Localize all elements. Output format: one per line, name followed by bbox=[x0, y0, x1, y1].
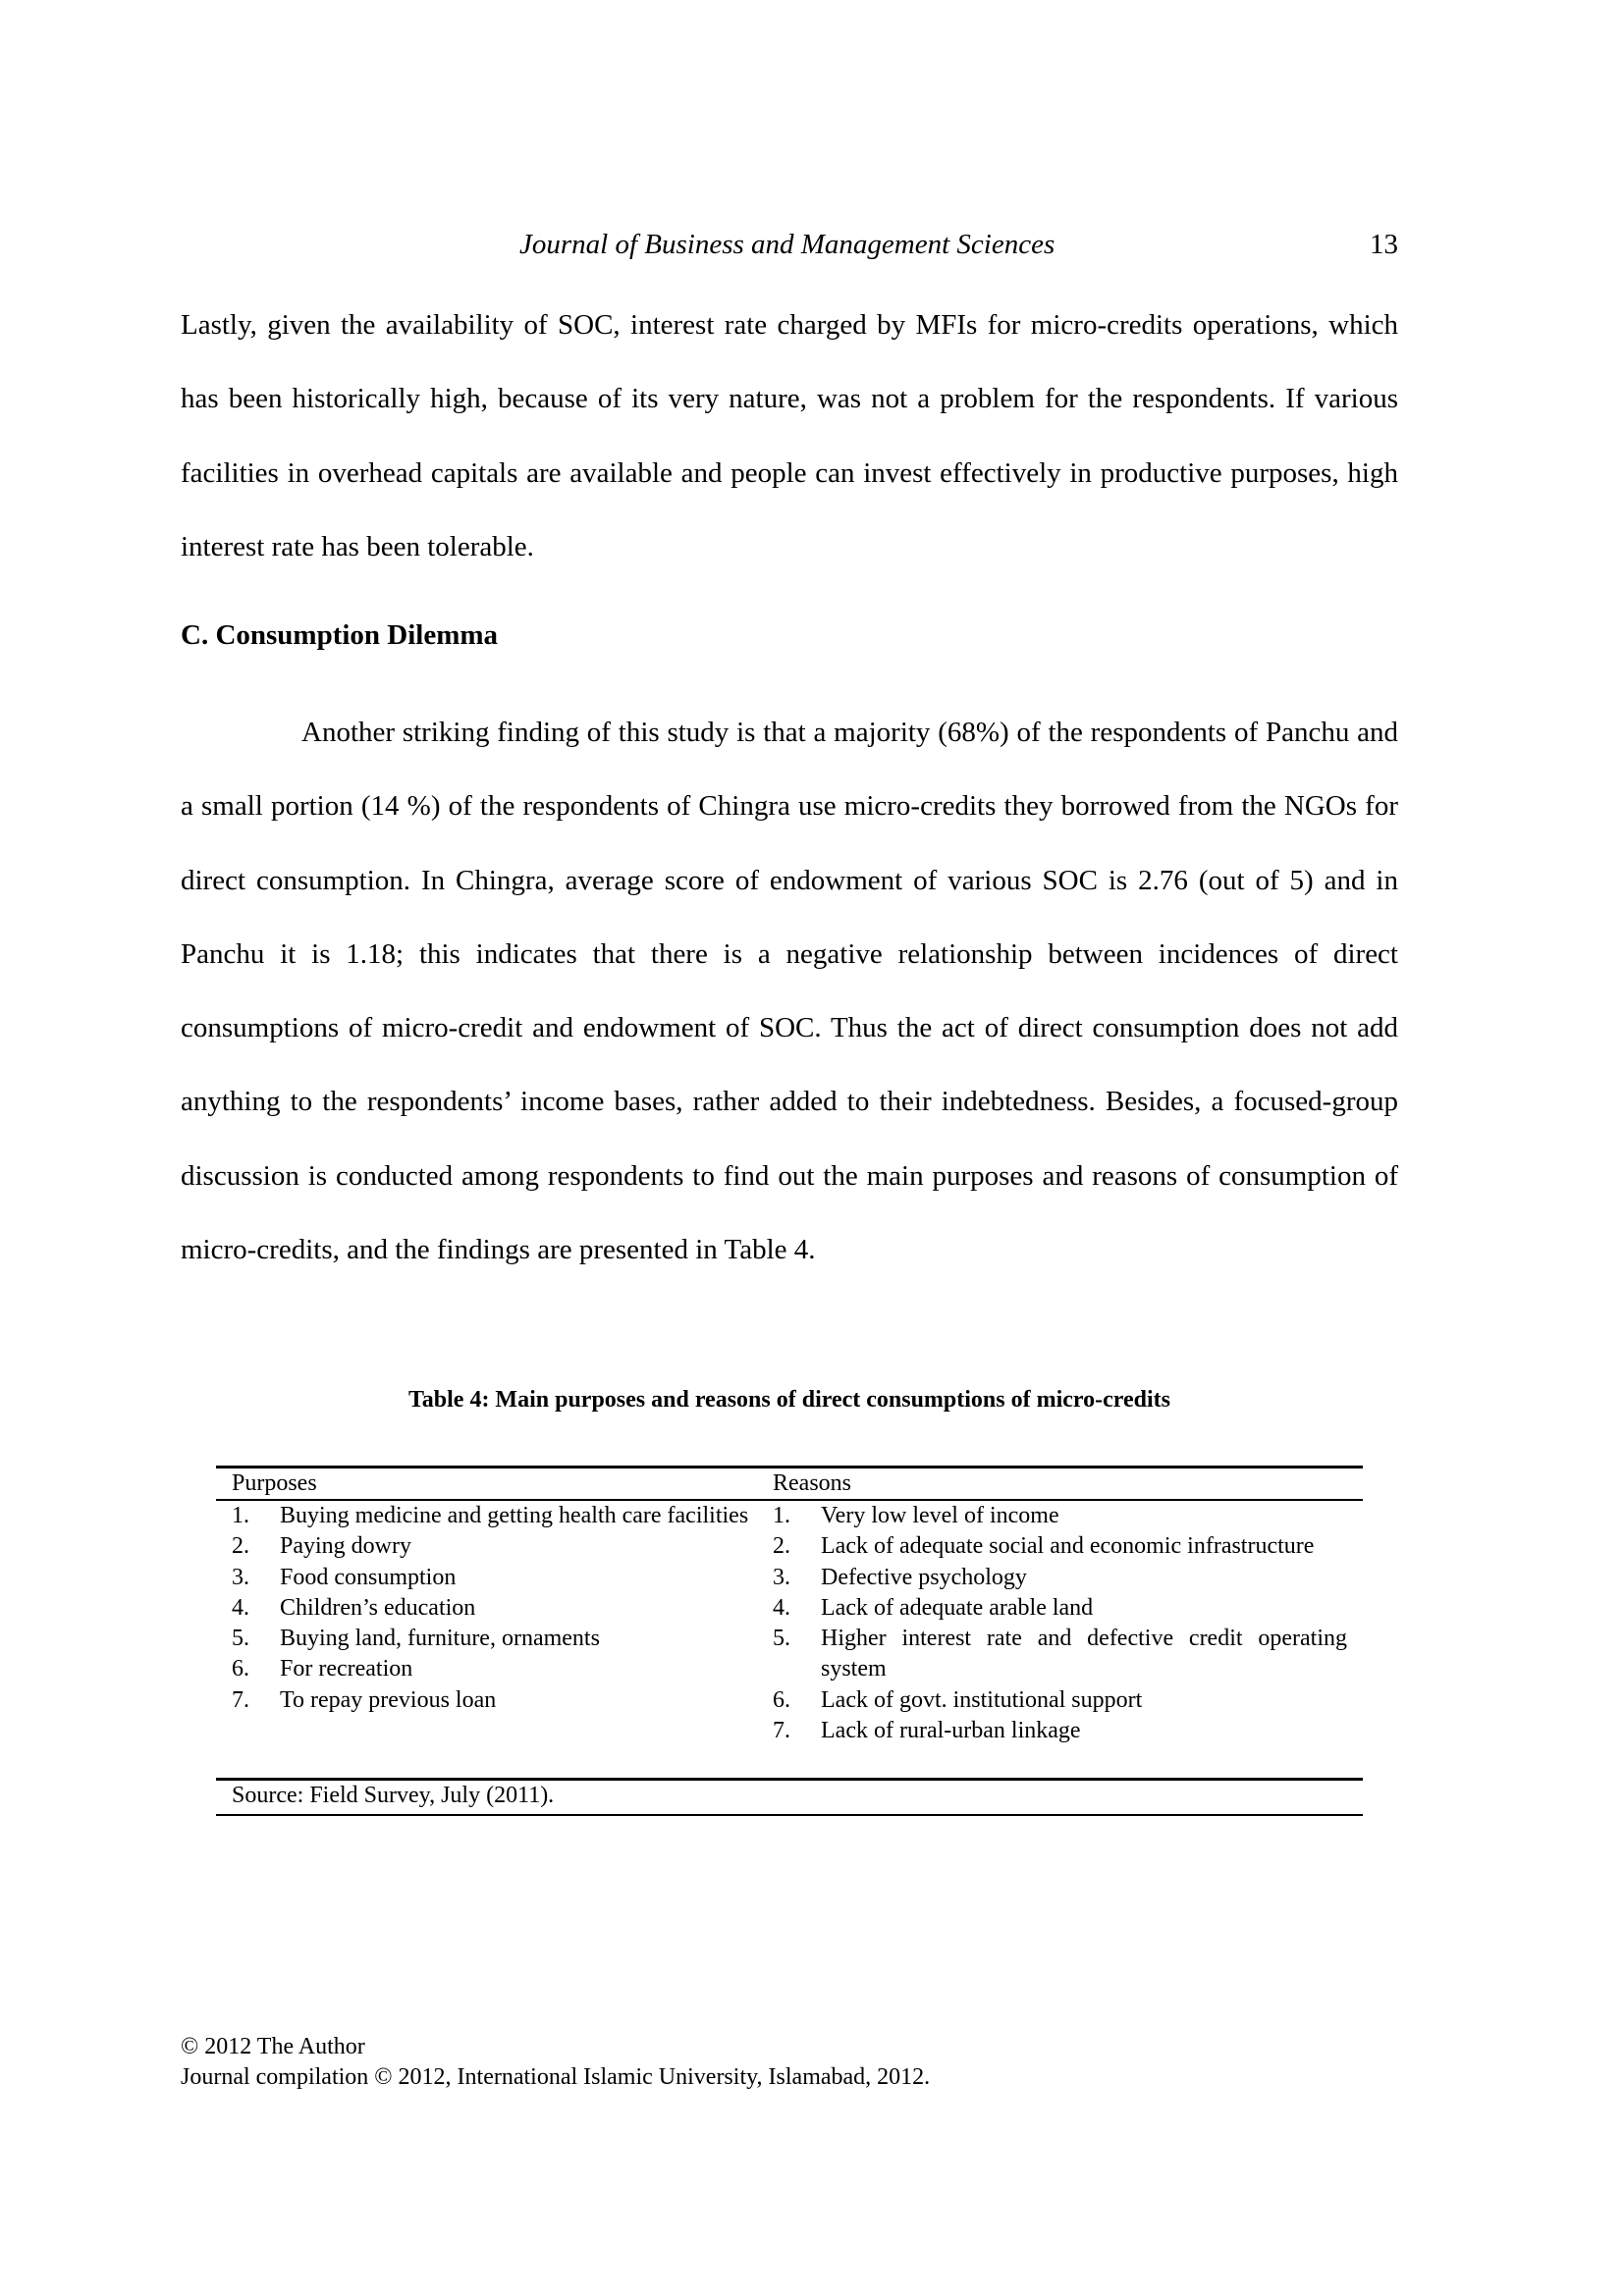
column-header-purposes: Purposes bbox=[232, 1470, 317, 1496]
purpose-item: 3. Food consumption bbox=[232, 1564, 457, 1590]
reason-item: 1. Very low level of income bbox=[773, 1503, 1059, 1528]
compilation-line: Journal compilation © 2012, International Islamic University, Islamabad, 2012. bbox=[181, 2064, 931, 2090]
purpose-item: 6. For recreation bbox=[232, 1656, 413, 1682]
paragraph-consumption: Another striking finding of this study is that a majority (68%) of the respondents of Panchu and a small portion (14 %) of the respondents of Chingra use micro-credits they borrowed from the NGOs for direct consumption. In Chingra, average score of endowment of various SOC is 2.76 (out of 5) and in Panchu it is 1.18; this indicates that there is a negative relationship between incidences of direct consumptions of micro-credit and endowment of SOC. Thus the act of direct consumption does not add anything to the respondents’ income bases, rather added to their indebtedness. Besides, a focused-group discussion is conducted among respondents to find out the main purposes and reasons of consumption of micro-credits, and the findings are presented in Table 4. bbox=[181, 717, 1398, 1266]
purpose-item: 4. Children’s education bbox=[232, 1594, 476, 1621]
table-source-row bbox=[216, 1781, 1363, 1816]
reason-item: 5. Higher interest rate and defective credit operating system bbox=[773, 1626, 1347, 1682]
table-source: Source: Field Survey, July (2011). bbox=[232, 1783, 555, 1808]
reason-item: 3. Defective psychology bbox=[773, 1564, 1027, 1590]
section-heading: C. Consumption Dilemma bbox=[181, 619, 499, 651]
purpose-item: 7. To repay previous loan bbox=[232, 1686, 497, 1713]
purposes-list bbox=[232, 1501, 762, 1716]
paragraph-interest-rate: Lastly, given the availability of SOC, interest rate charged by MFIs for micro-credits operations, which has been historically high, because of its very nature, was not a problem for the respondents. If various facilities in overhead capitals are available and people can invest effectively in productive purposes, high interest rate has been tolerable. bbox=[181, 309, 1398, 562]
running-header bbox=[181, 229, 1398, 268]
column-header-reasons: Reasons bbox=[773, 1470, 851, 1496]
reason-item: 7. Lack of rural-urban linkage bbox=[773, 1718, 1081, 1744]
reason-item: 6. Lack of govt. institutional support bbox=[773, 1686, 1143, 1713]
table-header-row bbox=[216, 1468, 1363, 1501]
table-4 bbox=[216, 1466, 1363, 1816]
page-number: 13 bbox=[1370, 229, 1398, 260]
reasons-list bbox=[773, 1501, 1347, 1746]
reason-item: 4. Lack of adequate arable land bbox=[773, 1594, 1094, 1621]
purpose-item: 5. Buying land, furniture, ornaments bbox=[232, 1626, 600, 1652]
purpose-item: 1. Buying medicine and getting health care facilities bbox=[232, 1503, 749, 1528]
table-body bbox=[216, 1501, 1363, 1781]
table-caption: Table 4: Main purposes and reasons of direct consumptions of micro-credits bbox=[407, 1387, 1171, 1413]
page-footer bbox=[181, 2032, 930, 2093]
copyright-line: © 2012 The Author bbox=[181, 2034, 365, 2059]
reason-item: 2. Lack of adequate social and economic infrastructure bbox=[773, 1533, 1315, 1560]
purpose-item: 2. Paying dowry bbox=[232, 1533, 411, 1560]
journal-title: Journal of Business and Management Sciences bbox=[519, 229, 1055, 260]
